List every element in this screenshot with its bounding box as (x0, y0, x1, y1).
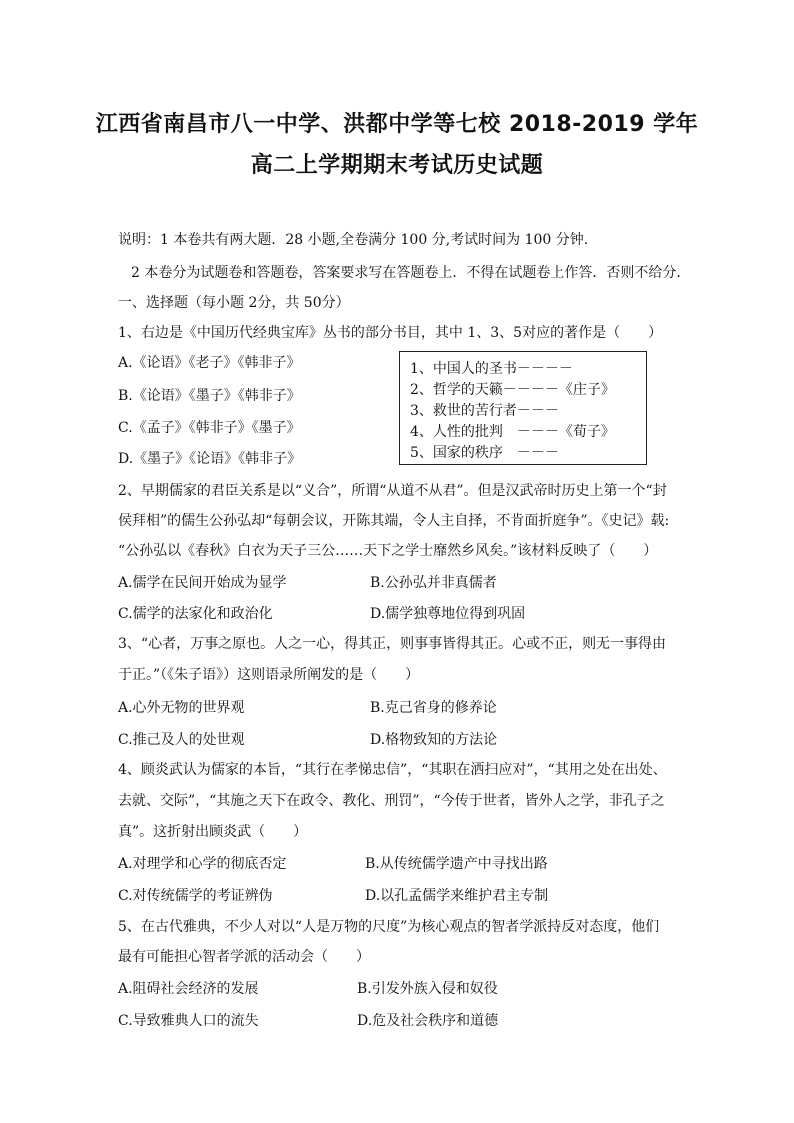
question-2-stem-line-1: 2、早期儒家的君臣关系是以“义合”，所谓“从道不从君”。但是汉武帝时历史上第一个“封 (118, 483, 667, 499)
question-5-option-a: A.阻碍社会经济的发展 (118, 981, 259, 997)
page-title-line-1: 江西省南昌市八一中学、洪都中学等七校 2018-2019 学年 (95, 112, 699, 137)
book-list-item-4: 4、人性的批判 －－－《荀子》 (410, 424, 615, 440)
question-4-stem-line-1: 4、顾炎武认为儒家的本旨，“其行在孝悌忠信”，“其职在洒扫应对”，“其用之处在出处、 (118, 762, 667, 778)
question-1-option-a: A.《论语》《老子》《韩非子》 (118, 355, 301, 371)
question-2-stem-line-3: “公孙弘以《春秋》白衣为天子三公……天下之学士靡然乡风矣。”该材料反映了（ ） (118, 543, 658, 559)
question-5-option-b: B.引发外族入侵和奴役 (357, 981, 498, 997)
instructions-line-1: 说明：1 本卷共有两大题．28 小题,全卷满分 100 分,考试时间为 100 分钟. (118, 232, 589, 248)
page-title-line-2: 高二上学期期末考试历史试题 (250, 153, 544, 178)
question-1-option-d: D.《墨子》《论语》《韩非子》 (118, 451, 302, 467)
question-3-option-b: B.克己省身的修养论 (370, 700, 497, 716)
question-3-option-c: C.推己及人的处世观 (118, 732, 245, 748)
question-2-option-b: B.公孙弘并非真儒者 (370, 575, 497, 591)
book-list-box (399, 351, 647, 465)
question-2-stem-line-2: 侯拜相”的儒生公孙弘却“每朝会议，开陈其端，令人主自择，不肯面折庭争”。《史记》载: (118, 513, 670, 529)
question-3-stem-line-1: 3、“心者，万事之原也。人之一心，得其正，则事事皆得其正。心或不正，则无一事得由 (118, 636, 667, 652)
book-list-item-3: 3、救世的苦行者－－－ (410, 403, 559, 419)
section-heading: 一、选择题（每小题 2分，共 50分） (118, 295, 350, 311)
question-4-option-a: A.对理学和心学的彻底否定 (118, 856, 287, 872)
instructions-line-2: 2 本卷分为试题卷和答题卷，答案要求写在答题卷上．不得在试题卷上作答．否则不给分. (131, 265, 681, 281)
question-1-option-b: B.《论语》《墨子》《韩非子》 (118, 388, 301, 404)
question-1-option-c: C.《孟子》《韩非子》《墨子》 (118, 420, 301, 436)
question-4-stem-line-2: 去就、交际”，“其施之天下在政令、教化、刑罚”，“今传于世者，皆外人之学，非孔子之 (118, 793, 665, 809)
question-3-option-a: A.心外无物的世界观 (118, 700, 245, 716)
book-list-item-1: 1、中国人的圣书－－－－ (410, 361, 573, 377)
question-2-option-d: D.儒学独尊地位得到巩固 (370, 606, 526, 622)
question-2-option-a: A.儒学在民间开始成为显学 (118, 575, 287, 591)
question-1-stem: 1、右边是《中国历代经典宝库》丛书的部分书目，其中 1、3、5对应的著作是（ ） (118, 325, 663, 341)
question-4-option-b: B.从传统儒学遗产中寻找出路 (365, 856, 548, 872)
book-list-item-2: 2、哲学的天籁－－－－《庄子》 (410, 382, 615, 398)
question-5-stem-line-2: 最有可能担心智者学派的活动会（ ） (118, 949, 370, 965)
question-4-option-d: D.以孔孟儒学来维护君主专制 (365, 888, 549, 904)
question-2-option-c: C.儒学的法家化和政治化 (118, 606, 273, 622)
question-4-stem-line-3: 真”。这折射出顾炎武（ ） (118, 824, 308, 840)
question-3-stem-line-2: 于正。”（《朱子语》）这则语录所阐发的是（ ） (118, 667, 420, 683)
question-4-option-c: C.对传统儒学的考证辨伪 (118, 888, 273, 904)
question-5-option-c: C.导致雅典人口的流失 (118, 1013, 259, 1029)
question-5-option-d: D.危及社会秩序和道德 (357, 1013, 499, 1029)
question-5-stem-line-1: 5、在古代雅典，不少人对以“人是万物的尺度”为核心观点的智者学派持反对态度，他们 (118, 919, 660, 935)
question-3-option-d: D.格物致知的方法论 (370, 732, 498, 748)
book-list-item-5: 5、国家的秩序 －－－ (410, 445, 559, 461)
